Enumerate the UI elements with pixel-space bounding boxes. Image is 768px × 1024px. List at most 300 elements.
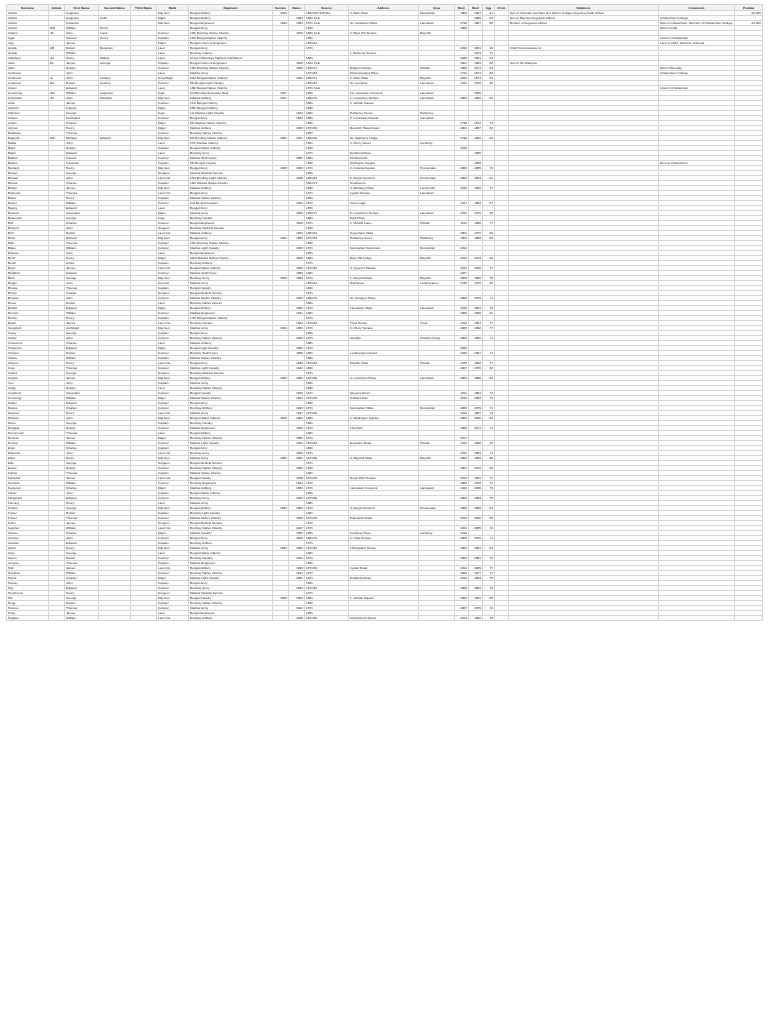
table-cell[interactable]: John <box>65 251 99 256</box>
table-cell[interactable]: Charles <box>65 406 99 411</box>
table-cell[interactable]: Edward <box>65 151 99 156</box>
table-cell[interactable]: 1861/71 <box>305 181 349 186</box>
table-cell[interactable]: Captain <box>157 316 189 321</box>
table-cell[interactable]: Hatherley Court <box>349 236 419 241</box>
table-cell[interactable]: 1785 <box>455 281 469 286</box>
table-cell[interactable]: 1844 <box>289 556 305 561</box>
table-cell[interactable]: 1871 <box>305 521 349 526</box>
table-cell[interactable]: Surgeon <box>157 226 189 231</box>
table-cell[interactable]: 1813 <box>455 266 469 271</box>
table-cell[interactable]: Montpellier Spa Road <box>349 246 419 251</box>
table-cell[interactable]: Major <box>157 106 189 111</box>
table-cell[interactable]: John <box>65 226 99 231</box>
table-cell[interactable]: Henry <box>65 456 99 461</box>
table-cell[interactable]: Bombay Artillery <box>189 541 273 546</box>
table-cell[interactable]: 1881 <box>305 116 349 121</box>
table-cell[interactable]: Charles <box>65 341 99 346</box>
table-cell[interactable]: Colonel <box>157 426 189 431</box>
table-cell[interactable]: 1805 <box>455 506 469 511</box>
table-cell[interactable]: Brooke <box>7 286 49 291</box>
table-cell[interactable]: George <box>65 551 99 556</box>
table-cell[interactable]: 77 <box>483 321 495 326</box>
table-cell[interactable]: Captain <box>157 61 189 66</box>
table-cell[interactable]: Pittville <box>419 66 455 71</box>
table-cell[interactable]: Lieut <box>157 551 189 556</box>
table-cell[interactable]: Henry <box>65 166 99 171</box>
table-cell[interactable]: Agg <box>7 41 49 46</box>
table-cell[interactable]: Bays Hill Lodge <box>349 256 419 261</box>
table-cell[interactable]: Maj Gen <box>157 456 189 461</box>
table-cell[interactable]: 63 <box>483 16 495 21</box>
table-cell[interactable]: Bombay Light Cavalry <box>189 511 273 516</box>
table-cell[interactable]: Capt <box>157 216 189 221</box>
table-cell[interactable]: John <box>65 96 99 101</box>
table-cell[interactable]: Cheltenham College <box>659 71 735 76</box>
table-cell[interactable]: 18th Bengal Native Infantry <box>189 86 273 91</box>
table-cell[interactable]: 1812 <box>455 81 469 86</box>
table-cell[interactable]: 23rd Bengal Native Infantry <box>189 76 273 81</box>
table-cell[interactable]: 1861/71 <box>305 536 349 541</box>
table-cell[interactable]: 1871/81 <box>305 586 349 591</box>
table-cell[interactable]: George <box>65 371 99 376</box>
table-cell[interactable]: 75 <box>483 306 495 311</box>
table-cell[interactable]: St. Lansdown Place <box>349 21 419 26</box>
table-cell[interactable]: John <box>65 76 99 81</box>
column-header[interactable]: Died <box>469 5 483 11</box>
table-cell[interactable]: Bengal Corps of Engineers <box>189 41 273 46</box>
table-cell[interactable]: 1861 <box>305 601 349 606</box>
table-cell[interactable]: Royal Well Terrace <box>349 476 419 481</box>
table-cell[interactable]: Fitzgerald <box>7 496 49 501</box>
table-cell[interactable]: 1815 <box>455 186 469 191</box>
table-cell[interactable]: 1851 <box>305 206 349 211</box>
table-cell[interactable]: Lieut Col <box>157 566 189 571</box>
table-cell[interactable]: 1881 <box>305 341 349 346</box>
table-cell[interactable]: 1892 <box>469 186 483 191</box>
table-cell[interactable]: Christchurch Road <box>349 616 419 621</box>
table-cell[interactable]: Capt <box>157 91 189 96</box>
column-header[interactable]: First Name <box>65 5 99 11</box>
table-cell[interactable]: 1814 <box>455 616 469 621</box>
table-cell[interactable]: Bengal Army <box>189 446 273 451</box>
table-cell[interactable]: Colonel <box>157 536 189 541</box>
table-cell[interactable]: 1885 <box>469 166 483 171</box>
table-cell[interactable]: RA <box>49 81 65 86</box>
table-cell[interactable]: 1861 <box>305 226 349 231</box>
table-cell[interactable]: 1871 <box>305 391 349 396</box>
table-cell[interactable]: James <box>65 611 99 616</box>
table-cell[interactable]: 2, Imperial Square <box>349 166 419 171</box>
table-cell[interactable]: Colonel <box>157 156 189 161</box>
table-cell[interactable]: Hatherley <box>419 111 455 116</box>
table-cell[interactable]: Maj Gen <box>157 186 189 191</box>
table-cell[interactable]: 1871/81 <box>305 71 349 76</box>
table-cell[interactable]: Pittville <box>419 441 455 446</box>
table-cell[interactable]: Bird <box>7 231 49 236</box>
table-cell[interactable]: Bombay Native Infantry <box>189 301 273 306</box>
table-cell[interactable]: Henry <box>65 56 99 61</box>
table-cell[interactable]: 1871 <box>305 541 349 546</box>
table-cell[interactable]: Colonel <box>157 366 189 371</box>
table-cell[interactable]: Leckhampton Road <box>349 351 419 356</box>
table-cell[interactable]: William <box>65 311 99 316</box>
table-cell[interactable]: Bengal Native Infantry <box>189 491 273 496</box>
table-cell[interactable]: Madras Native Infantry <box>189 356 273 361</box>
table-cell[interactable]: Bayley <box>7 206 49 211</box>
table-cell[interactable]: 1847 <box>289 526 305 531</box>
table-cell[interactable] <box>509 616 659 621</box>
table-cell[interactable]: Lieut <box>157 206 189 211</box>
table-cell[interactable]: Major <box>157 306 189 311</box>
table-cell[interactable]: Bombay Native Infantry <box>189 336 273 341</box>
table-cell[interactable]: Madras Engineers <box>189 561 273 566</box>
table-cell[interactable]: 1871 <box>305 191 349 196</box>
table-cell[interactable]: Maj Gen <box>157 326 189 331</box>
table-cell[interactable]: 3, Bayshill Villas <box>349 456 419 461</box>
table-cell[interactable]: 1840 <box>289 246 305 251</box>
table-cell[interactable]: 1861/71 <box>305 96 349 101</box>
table-cell[interactable]: Son of Maj Gen Augustus Abbott <box>509 16 659 21</box>
table-cell[interactable]: Douglas <box>7 426 49 431</box>
table-cell[interactable]: Captain <box>157 471 189 476</box>
table-cell[interactable]: Gregory <box>7 561 49 566</box>
table-cell[interactable] <box>735 616 763 621</box>
table-cell[interactable]: 1808 <box>455 276 469 281</box>
table-cell[interactable]: 1913 <box>469 51 483 56</box>
table-cell[interactable]: Anderson <box>7 76 49 81</box>
table-cell[interactable]: 75 <box>483 496 495 501</box>
table-cell[interactable]: Dunlop <box>7 441 49 446</box>
table-cell[interactable]: 74 <box>483 396 495 401</box>
column-header[interactable]: Address <box>349 5 419 11</box>
table-cell[interactable]: Bombay Artillery <box>189 616 273 621</box>
table-cell[interactable]: 1839 <box>455 56 469 61</box>
table-cell[interactable]: 1861 <box>305 446 349 451</box>
table-cell[interactable]: Colonel <box>157 201 189 206</box>
table-cell[interactable]: 1823 <box>273 376 289 381</box>
table-cell[interactable]: 1851 <box>305 131 349 136</box>
table-cell[interactable]: Graham <box>7 541 49 546</box>
table-cell[interactable]: Fisher <box>7 491 49 496</box>
table-cell[interactable]: Colonel <box>157 101 189 106</box>
table-cell[interactable]: William <box>65 356 99 361</box>
table-cell[interactable]: Edward <box>65 541 99 546</box>
table-cell[interactable]: Cambray <box>419 531 455 536</box>
column-header[interactable]: Service <box>273 5 289 11</box>
table-cell[interactable]: 1851 <box>305 251 349 256</box>
table-cell[interactable]: The Park <box>349 426 419 431</box>
table-cell[interactable]: Lieut <box>157 86 189 91</box>
table-cell[interactable]: Lypiatt Road <box>349 566 419 571</box>
table-cell[interactable]: Burton <box>7 316 49 321</box>
table-cell[interactable]: Augustus <box>99 91 131 96</box>
table-cell[interactable]: Abbott <box>7 16 49 21</box>
table-cell[interactable]: Colonel <box>157 221 189 226</box>
table-cell[interactable]: Tivoli House <box>349 321 419 326</box>
table-cell[interactable]: Madras Artillery <box>189 186 273 191</box>
table-cell[interactable]: 74 <box>483 121 495 126</box>
table-cell[interactable]: Madras Light Cavalry <box>189 441 273 446</box>
table-cell[interactable]: 1861 <box>305 121 349 126</box>
table-cell[interactable]: Francis <box>65 106 99 111</box>
table-cell[interactable]: Robert <box>65 301 99 306</box>
table-cell[interactable]: Robert <box>65 81 99 86</box>
table-cell[interactable]: 1867 <box>469 11 483 16</box>
table-cell[interactable]: Dickson <box>7 416 49 421</box>
table-cell[interactable]: Samuel <box>65 36 99 41</box>
table-cell[interactable]: Allardyce <box>7 56 49 61</box>
table-cell[interactable]: 1871 <box>305 346 349 351</box>
table-cell[interactable]: 1844 <box>289 111 305 116</box>
table-cell[interactable]: 1879 <box>469 606 483 611</box>
table-cell[interactable]: 1806 <box>455 11 469 16</box>
table-cell[interactable]: Montpellier <box>419 246 455 251</box>
table-cell[interactable]: 1871 <box>305 451 349 456</box>
table-cell[interactable]: Bombay Cavalry <box>189 216 273 221</box>
column-header[interactable]: Relations <box>509 5 659 11</box>
table-cell[interactable]: Agar <box>7 36 49 41</box>
table-cell[interactable]: 1881 <box>305 611 349 616</box>
table-cell[interactable]: 1871 <box>305 326 349 331</box>
table-cell[interactable]: Madras Light Cavalry <box>189 576 273 581</box>
table-cell[interactable]: 1, Suffolk Square <box>349 596 419 601</box>
table-cell[interactable]: Colonel <box>157 586 189 591</box>
column-header[interactable]: Age <box>483 5 495 11</box>
table-cell[interactable]: 1840 <box>289 536 305 541</box>
table-cell[interactable]: Bengal Artillery <box>189 566 273 571</box>
table-cell[interactable]: 77 <box>483 186 495 191</box>
table-cell[interactable]: 1861 <box>305 196 349 201</box>
table-cell[interactable]: Bayshill <box>419 276 455 281</box>
table-cell[interactable]: Promenade <box>419 176 455 181</box>
table-cell[interactable]: Bombay Medical Service <box>189 371 273 376</box>
table-cell[interactable]: 75 <box>483 586 495 591</box>
table-cell[interactable]: 1818 <box>455 306 469 311</box>
table-cell[interactable]: Alexander <box>65 211 99 216</box>
table-cell[interactable]: Bengal Army <box>189 191 273 196</box>
table-cell[interactable]: Died in Bombay <box>659 66 735 71</box>
table-cell[interactable]: 1845 <box>289 266 305 271</box>
table-cell[interactable]: Eden <box>7 446 49 451</box>
table-cell[interactable]: Bateman <box>7 191 49 196</box>
table-cell[interactable] <box>273 616 289 621</box>
table-cell[interactable]: 1846 <box>289 566 305 571</box>
table-cell[interactable]: 77 <box>483 361 495 366</box>
table-cell[interactable]: Boyd <box>7 266 49 271</box>
table-cell[interactable]: 1867 <box>469 21 483 26</box>
table-cell[interactable]: Anson <box>7 86 49 91</box>
table-cell[interactable]: 9th Bengal Cavalry <box>189 161 273 166</box>
table-cell[interactable]: Charles <box>65 531 99 536</box>
table-cell[interactable]: Bengal Army <box>189 116 273 121</box>
table-cell[interactable]: Bengal Cavalry <box>189 596 273 601</box>
table-cell[interactable]: Barlow <box>7 161 49 166</box>
table-cell[interactable]: Bengal Corps of Engineers <box>189 61 273 66</box>
table-cell[interactable]: 1798 <box>455 21 469 26</box>
table-cell[interactable]: 1864 <box>469 176 483 181</box>
table-cell[interactable]: Bombay Artillery <box>189 406 273 411</box>
table-cell[interactable]: 59 <box>483 256 495 261</box>
table-cell[interactable]: 1889 <box>469 236 483 241</box>
table-cell[interactable]: Captain <box>157 356 189 361</box>
table-cell[interactable]: Bengal Medical Service <box>189 461 273 466</box>
table-cell[interactable]: Edward <box>99 136 131 141</box>
table-cell[interactable]: Captain <box>157 511 189 516</box>
table-cell[interactable]: Robert <box>65 426 99 431</box>
table-cell[interactable]: Bengal Native Infantry <box>189 416 273 421</box>
table-cell[interactable]: 1806 <box>455 416 469 421</box>
table-cell[interactable]: 1847 <box>289 411 305 416</box>
table-cell[interactable]: 90 <box>483 281 495 286</box>
table-cell[interactable]: 71 <box>483 571 495 576</box>
table-cell[interactable]: Armstrong <box>7 91 49 96</box>
table-cell[interactable]: 1871/81 <box>305 516 349 521</box>
table-cell[interactable]: Henry <box>99 36 131 41</box>
table-cell[interactable]: 1822 <box>289 76 305 81</box>
table-cell[interactable]: 55th Bengal Infantry <box>189 106 273 111</box>
table-cell[interactable]: Baird <box>7 146 49 151</box>
table-cell[interactable]: 1843 <box>289 586 305 591</box>
table-cell[interactable]: Rosehill, Hales Road <box>349 126 419 131</box>
table-cell[interactable]: 1863 <box>289 166 305 171</box>
table-cell[interactable]: Bengal Army <box>189 536 273 541</box>
table-cell[interactable]: Major <box>157 256 189 261</box>
table-cell[interactable]: Thomas <box>65 366 99 371</box>
table-cell[interactable]: Madras Army <box>189 606 273 611</box>
table-cell[interactable]: Madras Artillery <box>189 96 273 101</box>
table-cell[interactable]: Maj Gen <box>157 276 189 281</box>
table-cell[interactable]: 1861 <box>305 511 349 516</box>
table-cell[interactable]: Madras Staff Corps <box>189 156 273 161</box>
table-cell[interactable]: 1851/61/71/81/91 <box>305 11 349 16</box>
table-cell[interactable]: 1861/71 <box>305 66 349 71</box>
table-cell[interactable]: 1861 <box>289 21 305 26</box>
table-cell[interactable]: Born at Cheltenham <box>659 161 735 166</box>
table-cell[interactable]: 1858 <box>289 351 305 356</box>
table-cell[interactable]: Madras Native Infantry <box>189 196 273 201</box>
table-cell[interactable]: Maj Gen <box>157 11 189 16</box>
table-cell[interactable]: 1871/81 <box>305 546 349 551</box>
table-cell[interactable]: Captain <box>157 401 189 406</box>
table-cell[interactable]: Capt <box>157 111 189 116</box>
table-cell[interactable]: Surgeon <box>157 171 189 176</box>
table-cell[interactable]: 14th Bengal Native Infantry <box>189 36 273 41</box>
table-cell[interactable]: 1861 <box>305 381 349 386</box>
table-cell[interactable]: Brett <box>7 276 49 281</box>
table-cell[interactable]: Colonel <box>157 571 189 576</box>
table-cell[interactable]: 3rd Bombay European Regt <box>189 91 273 96</box>
table-cell[interactable]: Lansdown Villas <box>349 306 419 311</box>
table-cell[interactable]: 1851 <box>289 396 305 401</box>
table-cell[interactable]: Collins <box>7 371 49 376</box>
table-cell[interactable]: 23rd Bombay Light Infantry <box>189 176 273 181</box>
table-cell[interactable]: Colonel <box>157 296 189 301</box>
table-cell[interactable]: Edward <box>65 346 99 351</box>
table-cell[interactable]: Anderson <box>7 81 49 86</box>
table-cell[interactable]: 1800 <box>455 96 469 101</box>
table-cell[interactable]: 1872 <box>469 121 483 126</box>
table-cell[interactable]: Montpellier <box>419 406 455 411</box>
table-cell[interactable]: Park Place <box>349 216 419 221</box>
table-cell[interactable]: Bengal Army <box>189 26 273 31</box>
table-cell[interactable]: James <box>65 476 99 481</box>
table-cell[interactable]: 1812 <box>455 451 469 456</box>
table-cell[interactable]: 1871/81 <box>305 456 349 461</box>
table-cell[interactable]: Brown <box>7 291 49 296</box>
table-cell[interactable]: Madras Native Infantry <box>189 296 273 301</box>
table-cell[interactable]: Maj Gen <box>157 416 189 421</box>
table-cell[interactable]: Abbott <box>7 26 49 31</box>
table-cell[interactable]: Green <box>7 556 49 561</box>
table-cell[interactable]: Abbott <box>7 11 49 16</box>
table-cell[interactable]: Duncan <box>7 436 49 441</box>
table-cell[interactable]: 1804 <box>455 126 469 131</box>
table-cell[interactable]: Barrett <box>7 181 49 186</box>
table-cell[interactable]: 1871 <box>305 336 349 341</box>
table-cell[interactable]: 1892 <box>469 616 483 621</box>
table-cell[interactable]: Montpellier Villas <box>349 406 419 411</box>
table-cell[interactable]: Bradford <box>7 271 49 276</box>
table-cell[interactable]: Craig <box>7 386 49 391</box>
table-cell[interactable]: Lieut Col <box>157 231 189 236</box>
table-cell[interactable]: 1871/81 <box>305 496 349 501</box>
table-cell[interactable]: George <box>65 421 99 426</box>
table-cell[interactable]: James <box>65 521 99 526</box>
table-cell[interactable]: 1861 <box>305 561 349 566</box>
table-cell[interactable]: 1819 <box>455 576 469 581</box>
table-cell[interactable]: Colonel <box>157 556 189 561</box>
table-cell[interactable]: 1861 <box>305 256 349 261</box>
table-cell[interactable]: Bayshill <box>419 256 455 261</box>
table-cell[interactable]: Tivoli <box>419 321 455 326</box>
table-cell[interactable]: Christchurch <box>349 156 419 161</box>
table-cell[interactable]: 1810 <box>455 441 469 446</box>
table-cell[interactable]: John <box>65 141 99 146</box>
table-cell[interactable]: 1871 <box>305 221 349 226</box>
table-cell[interactable]: Bombay Medical Service <box>189 226 273 231</box>
table-cell[interactable]: 1862 <box>289 546 305 551</box>
table-cell[interactable]: 1871 <box>305 166 349 171</box>
table-cell[interactable]: 1880 <box>469 336 483 341</box>
table-cell[interactable]: 65 <box>483 466 495 471</box>
table-cell[interactable]: Bengal Army <box>189 581 273 586</box>
table-cell[interactable]: 1871 <box>305 246 349 251</box>
table-cell[interactable]: Lieut <box>157 611 189 616</box>
table-cell[interactable]: 1877 <box>469 426 483 431</box>
table-cell[interactable]: 1871 <box>305 201 349 206</box>
table-cell[interactable]: 1877 <box>469 571 483 576</box>
table-cell[interactable]: 1809 <box>455 336 469 341</box>
table-cell[interactable]: William <box>65 571 99 576</box>
table-cell[interactable]: 1871/81 <box>305 396 349 401</box>
table-cell[interactable]: 1861 <box>305 491 349 496</box>
table-cell[interactable]: 74 <box>483 411 495 416</box>
table-cell[interactable]: George <box>65 171 99 176</box>
table-cell[interactable]: William <box>65 201 99 206</box>
table-cell[interactable]: Lansdown <box>419 116 455 121</box>
table-cell[interactable]: 1806 <box>455 311 469 316</box>
table-cell[interactable]: Clayton <box>7 361 49 366</box>
table-cell[interactable]: Charles <box>65 121 99 126</box>
table-cell[interactable]: Henry <box>65 546 99 551</box>
table-cell[interactable]: 1889 <box>469 456 483 461</box>
table-cell[interactable]: James <box>65 566 99 571</box>
table-cell[interactable]: 1876 <box>469 536 483 541</box>
table-cell[interactable]: Southwood <box>349 181 419 186</box>
table-cell[interactable]: 1st Madras Light Cavalry <box>189 111 273 116</box>
table-cell[interactable]: Aylmer <box>7 126 49 131</box>
table-cell[interactable]: Charles <box>65 181 99 186</box>
